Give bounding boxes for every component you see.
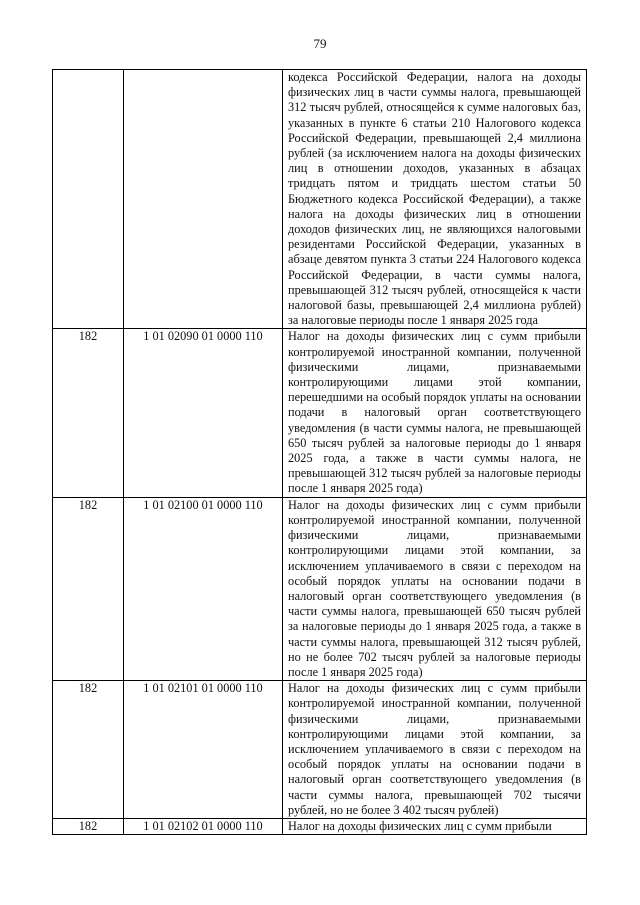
admin-code-cell — [53, 497, 124, 680]
kbk-cell — [124, 497, 283, 680]
income-description: Налог на доходы физических лиц с сумм прибыли контролируемой иностранной компании, полученной физическими лицами, признаваемыми контролирующими лицами этой компании, за исключением уплачиваемого в связи с переходом на особый порядок уплаты на основании подачи в налоговый орган соответствующего уведомления (в части суммы налога, превышающей 702 тысячи рублей, но не более 3 402 тысяч рублей) — [288, 681, 581, 817]
kbk-cell — [124, 329, 283, 497]
budget-classification-table — [52, 69, 587, 835]
kbk-cell — [124, 818, 283, 834]
admin-code-cell — [53, 329, 124, 497]
description-cell — [283, 329, 587, 497]
table-row — [53, 818, 587, 834]
kbk-cell — [124, 70, 283, 329]
description-cell — [283, 818, 587, 834]
kbk-code: 1 01 02101 01 0000 110 — [143, 681, 263, 696]
table-row — [53, 681, 587, 819]
table-row — [53, 497, 587, 680]
description-cell — [283, 497, 587, 680]
income-description: Налог на доходы физических лиц с сумм прибыли — [288, 818, 552, 833]
description-cell — [283, 681, 587, 819]
kbk-code: 1 01 02100 01 0000 110 — [143, 497, 263, 512]
admin-code-cell — [53, 818, 124, 834]
admin-code: 182 — [78, 329, 98, 344]
admin-code: 182 — [78, 818, 98, 833]
admin-code: 182 — [78, 497, 98, 512]
table-row — [53, 70, 587, 329]
kbk-code: 1 01 02102 01 0000 110 — [143, 818, 263, 833]
kbk-cell — [124, 681, 283, 819]
income-description: кодекса Российской Федерации, налога на доходы физических лиц в части суммы налога, превышающей 312 тысяч рублей, относящейся к сумме налоговых баз, указанных в пункте 6 статьи 210 Налогового кодекса Российской Федерации, превышающей 2,4 миллиона рублей (за исключением налога на доходы физических лиц в отношении доходов, указанных в абзацах тридцать пятом и тридцать шестом статьи 50 Бюджетного кодекса Российской Федерации), а также налога на доходы физических лиц в отношении доходов физических лиц, не являющихся налоговыми резидентами Российской Федерации, указанных в абзаце девятом пункта 3 статьи 224 Налогового кодекса Российской Федерации, в части суммы налога, превышающей 312 тысяч рублей, относящейся к части налоговой базы, превышающей 2,4 миллиона рублей) за налоговые периоды после 1 января 2025 года — [288, 70, 581, 328]
table-row — [53, 329, 587, 497]
income-description: Налог на доходы физических лиц с сумм прибыли контролируемой иностранной компании, полученной физическими лицами, признаваемыми контролирующими лицами этой компании, перешедшими на особый порядок уплаты на основании подачи в налоговый орган соответствующего уведомления (в части суммы налога, не превышающей 650 тысяч рублей за налоговые периоды до 1 января 2025 года, а также в части суммы налога, не превышающей 312 тысяч рублей за налоговые периоды после 1 января 2025 года) — [288, 329, 581, 496]
admin-code: 182 — [78, 681, 98, 696]
page-number: 79 — [313, 36, 327, 51]
kbk-code: 1 01 02090 01 0000 110 — [143, 329, 263, 344]
income-description: Налог на доходы физических лиц с сумм прибыли контролируемой иностранной компании, полученной физическими лицами, признаваемыми контролирующими лицами этой компании, за исключением уплачиваемого в связи с переходом на особый порядок уплаты на основании подачи в налоговый орган соответствующего уведомления (в части суммы налога, превышающей 650 тысяч рублей за налоговые периоды до 1 января 2025 года, а также в части суммы налога, превышающей 312 тысяч рублей, но не более 702 тысяч рублей за налоговые периоды после 1 января 2025 года) — [288, 497, 581, 679]
admin-code-cell — [53, 681, 124, 819]
description-cell — [283, 70, 587, 329]
admin-code-cell — [53, 70, 124, 329]
